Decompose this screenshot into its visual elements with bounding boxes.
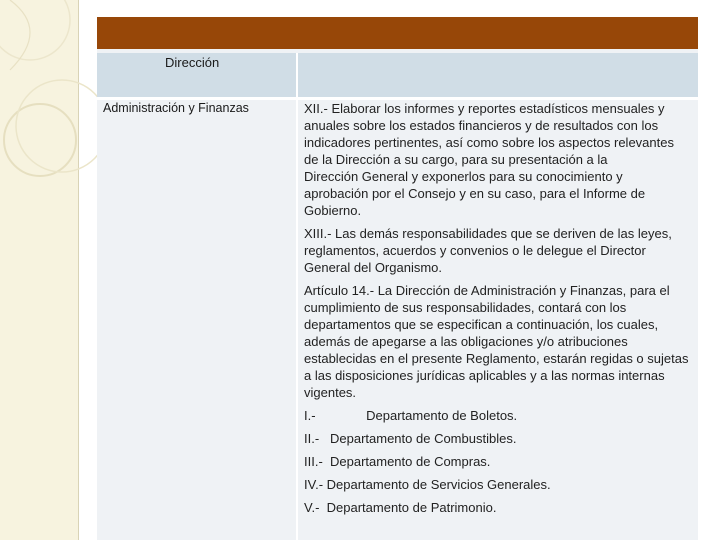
department-item: IV.- Departamento de Servicios Generales. [304, 477, 551, 492]
row-label: Administración y Finanzas [103, 101, 249, 115]
paragraph-articulo-14 [304, 282, 690, 401]
column-header-direccion: Dirección [165, 55, 220, 70]
paragraph-text: Dirección General y exponerlos para su conocimiento y aprobación por el Consejo y en su caso, para el Informe de Gobierno. [304, 169, 646, 218]
paragraph-text: Artículo 14.- La Dirección de Administración y Finanzas, para el cumplimiento de sus responsabilidades, contará con los departamentos que se especifican a continuación, los cuales, además de apegarse a las obligaciones y/o atribuciones [304, 283, 670, 349]
paragraph-text: establecidas en el presente Reglamento, estarán regidas o sujetas a las disposiciones jurídicas aplicables y a las normas internas vigentes. [304, 351, 689, 400]
header-cell-right [298, 53, 698, 97]
responsibilities-cell [304, 100, 690, 522]
table-header-bar [97, 17, 698, 49]
department-item: V.- Departamento de Patrimonio. [304, 500, 497, 515]
department-item: I.- Departamento de Boletos. [304, 408, 518, 423]
paragraph-xiii: XIII.- Las demás responsabilidades que se deriven de las leyes, reglamentos, acuerdos y convenios o le delegue el Director General del Organismo. [304, 226, 672, 275]
paragraph-text: XII.- Elaborar los informes y reportes estadísticos mensuales y anuales sobre los estados financieros y de resultados con los indicadores pertinentes, así como sobre los aspectos relevantes de la Dirección a su cargo, para su presentación a la [304, 101, 674, 167]
paragraph-xii [304, 100, 690, 219]
department-item: II.- Departamento de Combustibles. [304, 431, 517, 446]
content-table [97, 17, 698, 540]
column-divider [296, 53, 298, 540]
department-item: III.- Departamento de Compras. [304, 454, 491, 469]
